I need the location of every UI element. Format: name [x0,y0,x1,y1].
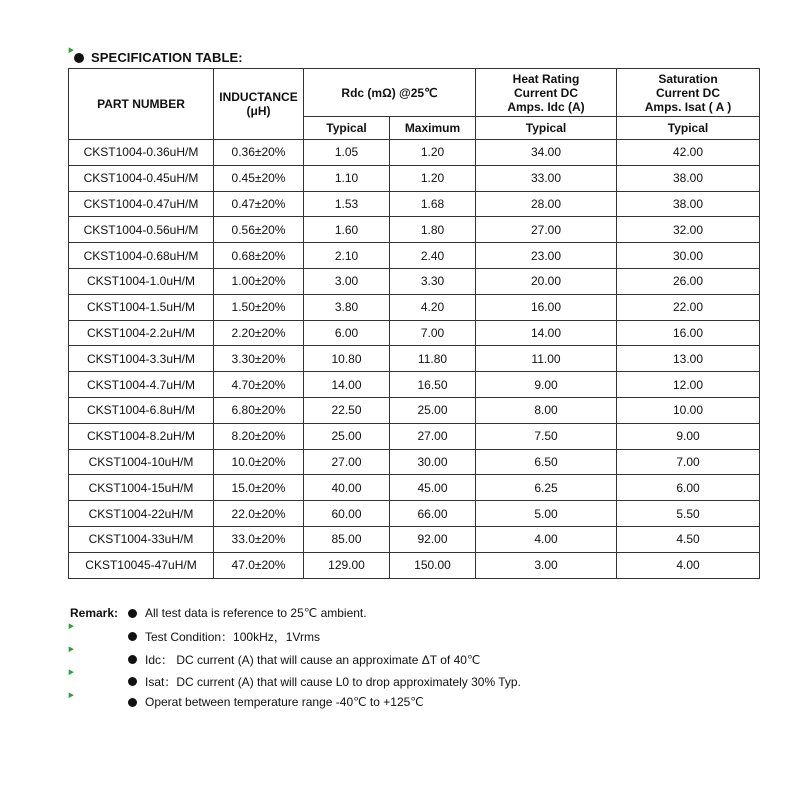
table-row [69,165,760,191]
cell-idc-typical: 4.00 [476,526,617,552]
spec-title [74,50,243,65]
cell-rdc-maximum: 25.00 [390,397,476,423]
cell-idc-typical: 9.00 [476,372,617,398]
header-inductance-line: INDUCTANCE [219,90,298,104]
cell-rdc-maximum: 27.00 [390,423,476,449]
cell-rdc-typical: 2.10 [304,243,390,269]
cell-part-number: CKST1004-1.0uH/M [69,268,214,294]
cell-rdc-typical: 27.00 [304,449,390,475]
cell-rdc-typical: 14.00 [304,372,390,398]
cell-idc-typical: 5.00 [476,501,617,527]
cell-idc-typical: 34.00 [476,140,617,166]
header-sat-line: Current DC [655,85,720,100]
bullet-icon [128,698,137,707]
green-corner-mark [66,691,74,698]
cell-rdc-maximum: 11.80 [390,346,476,372]
header-heat-line: Heat Rating [512,71,580,86]
remark-text: Operat between temperature range -40℃ to +125℃ [145,695,424,709]
spec-title-text: SPECIFICATION TABLE: [91,50,243,65]
cell-part-number: CKST1004-8.2uH/M [69,423,214,449]
table-row [69,397,760,423]
green-corner-mark [66,668,74,675]
cell-inductance: 47.0±20% [214,552,304,578]
cell-part-number: CKST1004-33uH/M [69,526,214,552]
cell-rdc-typical: 1.05 [304,140,390,166]
cell-idc-typical: 20.00 [476,268,617,294]
cell-inductance: 0.56±20% [214,217,304,243]
table-body [69,140,760,579]
cell-inductance: 0.36±20% [214,140,304,166]
cell-rdc-typical: 3.00 [304,268,390,294]
cell-idc-typical: 8.00 [476,397,617,423]
remark-item [128,628,320,645]
header-inductance-unit: (μH) [246,104,271,118]
cell-isat-typical: 6.00 [617,475,760,501]
cell-inductance: 0.45±20% [214,165,304,191]
remark-item [128,695,424,709]
cell-rdc-maximum: 1.80 [390,217,476,243]
table-row [69,294,760,320]
cell-isat-typical: 10.00 [617,397,760,423]
cell-inductance: 0.68±20% [214,243,304,269]
cell-inductance: 3.30±20% [214,346,304,372]
cell-rdc-maximum: 1.20 [390,140,476,166]
cell-rdc-typical: 129.00 [304,552,390,578]
remark-text: All test data is reference to 25℃ ambient. [145,606,367,620]
cell-part-number: CKST1004-0.45uH/M [69,165,214,191]
cell-rdc-maximum: 150.00 [390,552,476,578]
cell-isat-typical: 5.50 [617,501,760,527]
cell-rdc-typical: 10.80 [304,346,390,372]
remark-text: Test Condition：100kHz，1Vrms [145,630,320,644]
cell-part-number: CKST1004-3.3uH/M [69,346,214,372]
cell-rdc-typical: 6.00 [304,320,390,346]
remark-item [128,673,521,690]
cell-rdc-typical: 3.80 [304,294,390,320]
cell-isat-typical: 4.00 [617,552,760,578]
bullet-icon [128,632,137,641]
cell-inductance: 8.20±20% [214,423,304,449]
cell-inductance: 10.0±20% [214,449,304,475]
cell-isat-typical: 4.50 [617,526,760,552]
cell-inductance: 1.50±20% [214,294,304,320]
cell-rdc-maximum: 2.40 [390,243,476,269]
cell-isat-typical: 16.00 [617,320,760,346]
table-row [69,423,760,449]
subheader-rdc-maximum: Maximum [390,117,476,140]
remark-text: Idc： DC current (A) that will cause an approximate ΔT of 40℃ [145,653,481,667]
cell-idc-typical: 11.00 [476,346,617,372]
cell-rdc-typical: 25.00 [304,423,390,449]
header-heat-line: Current DC [513,85,578,100]
cell-rdc-maximum: 16.50 [390,372,476,398]
table-row [69,372,760,398]
cell-inductance: 6.80±20% [214,397,304,423]
cell-rdc-typical: 60.00 [304,501,390,527]
cell-idc-typical: 33.00 [476,165,617,191]
table-row [69,526,760,552]
remark-text: Isat：DC current (A) that will cause L0 to drop approximately 30% Typ. [145,675,521,689]
cell-rdc-maximum: 45.00 [390,475,476,501]
cell-part-number: CKST1004-1.5uH/M [69,294,214,320]
cell-isat-typical: 38.00 [617,191,760,217]
table-row [69,268,760,294]
cell-inductance: 1.00±20% [214,268,304,294]
header-row [69,69,760,117]
cell-isat-typical: 13.00 [617,346,760,372]
cell-part-number: CKST1004-2.2uH/M [69,320,214,346]
cell-rdc-maximum: 4.20 [390,294,476,320]
header-heat-rating [476,69,617,117]
cell-isat-typical: 22.00 [617,294,760,320]
remark-label: Remark: [70,606,119,620]
cell-idc-typical: 7.50 [476,423,617,449]
green-corner-mark [66,622,74,629]
cell-part-number: CKST1004-0.47uH/M [69,191,214,217]
subheader-rdc-typical: Typical [304,117,390,140]
header-saturation [617,69,760,117]
header-sat-line: Amps. Isat ( A ) [644,99,732,114]
remark-item [128,651,480,668]
cell-rdc-maximum: 3.30 [390,268,476,294]
cell-rdc-typical: 22.50 [304,397,390,423]
bullet-icon [128,609,137,618]
cell-rdc-typical: 1.53 [304,191,390,217]
cell-isat-typical: 30.00 [617,243,760,269]
header-rdc: Rdc (mΩ) @25℃ [304,69,476,117]
cell-idc-typical: 6.25 [476,475,617,501]
cell-isat-typical: 42.00 [617,140,760,166]
cell-inductance: 22.0±20% [214,501,304,527]
cell-isat-typical: 12.00 [617,372,760,398]
cell-idc-typical: 3.00 [476,552,617,578]
cell-rdc-maximum: 30.00 [390,449,476,475]
cell-inductance: 4.70±20% [214,372,304,398]
cell-part-number: CKST1004-0.36uH/M [69,140,214,166]
cell-rdc-typical: 1.10 [304,165,390,191]
table-row [69,217,760,243]
cell-isat-typical: 26.00 [617,268,760,294]
cell-part-number: CKST1004-15uH/M [69,475,214,501]
cell-rdc-maximum: 7.00 [390,320,476,346]
header-part-number: PART NUMBER [69,69,214,140]
table-row [69,475,760,501]
header-inductance [214,69,304,140]
cell-rdc-maximum: 1.68 [390,191,476,217]
bullet-icon [128,677,137,686]
cell-idc-typical: 28.00 [476,191,617,217]
cell-part-number: CKST1004-6.8uH/M [69,397,214,423]
cell-idc-typical: 23.00 [476,243,617,269]
cell-idc-typical: 16.00 [476,294,617,320]
cell-isat-typical: 9.00 [617,423,760,449]
table-row [69,346,760,372]
green-corner-mark [66,645,74,652]
remark-item [128,606,367,620]
cell-inductance: 33.0±20% [214,526,304,552]
table-row [69,191,760,217]
cell-rdc-maximum: 1.20 [390,165,476,191]
cell-rdc-typical: 85.00 [304,526,390,552]
bullet-icon [74,53,84,63]
table-row [69,552,760,578]
cell-part-number: CKST1004-10uH/M [69,449,214,475]
header-heat-line: Amps. Idc (A) [507,99,585,114]
table-row [69,320,760,346]
cell-part-number: CKST1004-4.7uH/M [69,372,214,398]
table-row [69,501,760,527]
cell-part-number: CKST1004-0.56uH/M [69,217,214,243]
subheader-idc-typical: Typical [476,117,617,140]
table-row [69,449,760,475]
subheader-isat-typical: Typical [617,117,760,140]
cell-isat-typical: 7.00 [617,449,760,475]
cell-inductance: 15.0±20% [214,475,304,501]
specification-table [68,68,760,579]
cell-rdc-typical: 40.00 [304,475,390,501]
table-row [69,140,760,166]
cell-part-number: CKST10045-47uH/M [69,552,214,578]
bullet-icon [128,655,137,664]
cell-inductance: 0.47±20% [214,191,304,217]
cell-idc-typical: 6.50 [476,449,617,475]
cell-rdc-maximum: 92.00 [390,526,476,552]
green-corner-mark [66,46,74,53]
cell-rdc-typical: 1.60 [304,217,390,243]
header-sat-line: Saturation [658,71,718,86]
table-row [69,243,760,269]
cell-part-number: CKST1004-22uH/M [69,501,214,527]
cell-idc-typical: 27.00 [476,217,617,243]
cell-part-number: CKST1004-0.68uH/M [69,243,214,269]
cell-inductance: 2.20±20% [214,320,304,346]
cell-isat-typical: 32.00 [617,217,760,243]
cell-isat-typical: 38.00 [617,165,760,191]
cell-rdc-maximum: 66.00 [390,501,476,527]
cell-idc-typical: 14.00 [476,320,617,346]
